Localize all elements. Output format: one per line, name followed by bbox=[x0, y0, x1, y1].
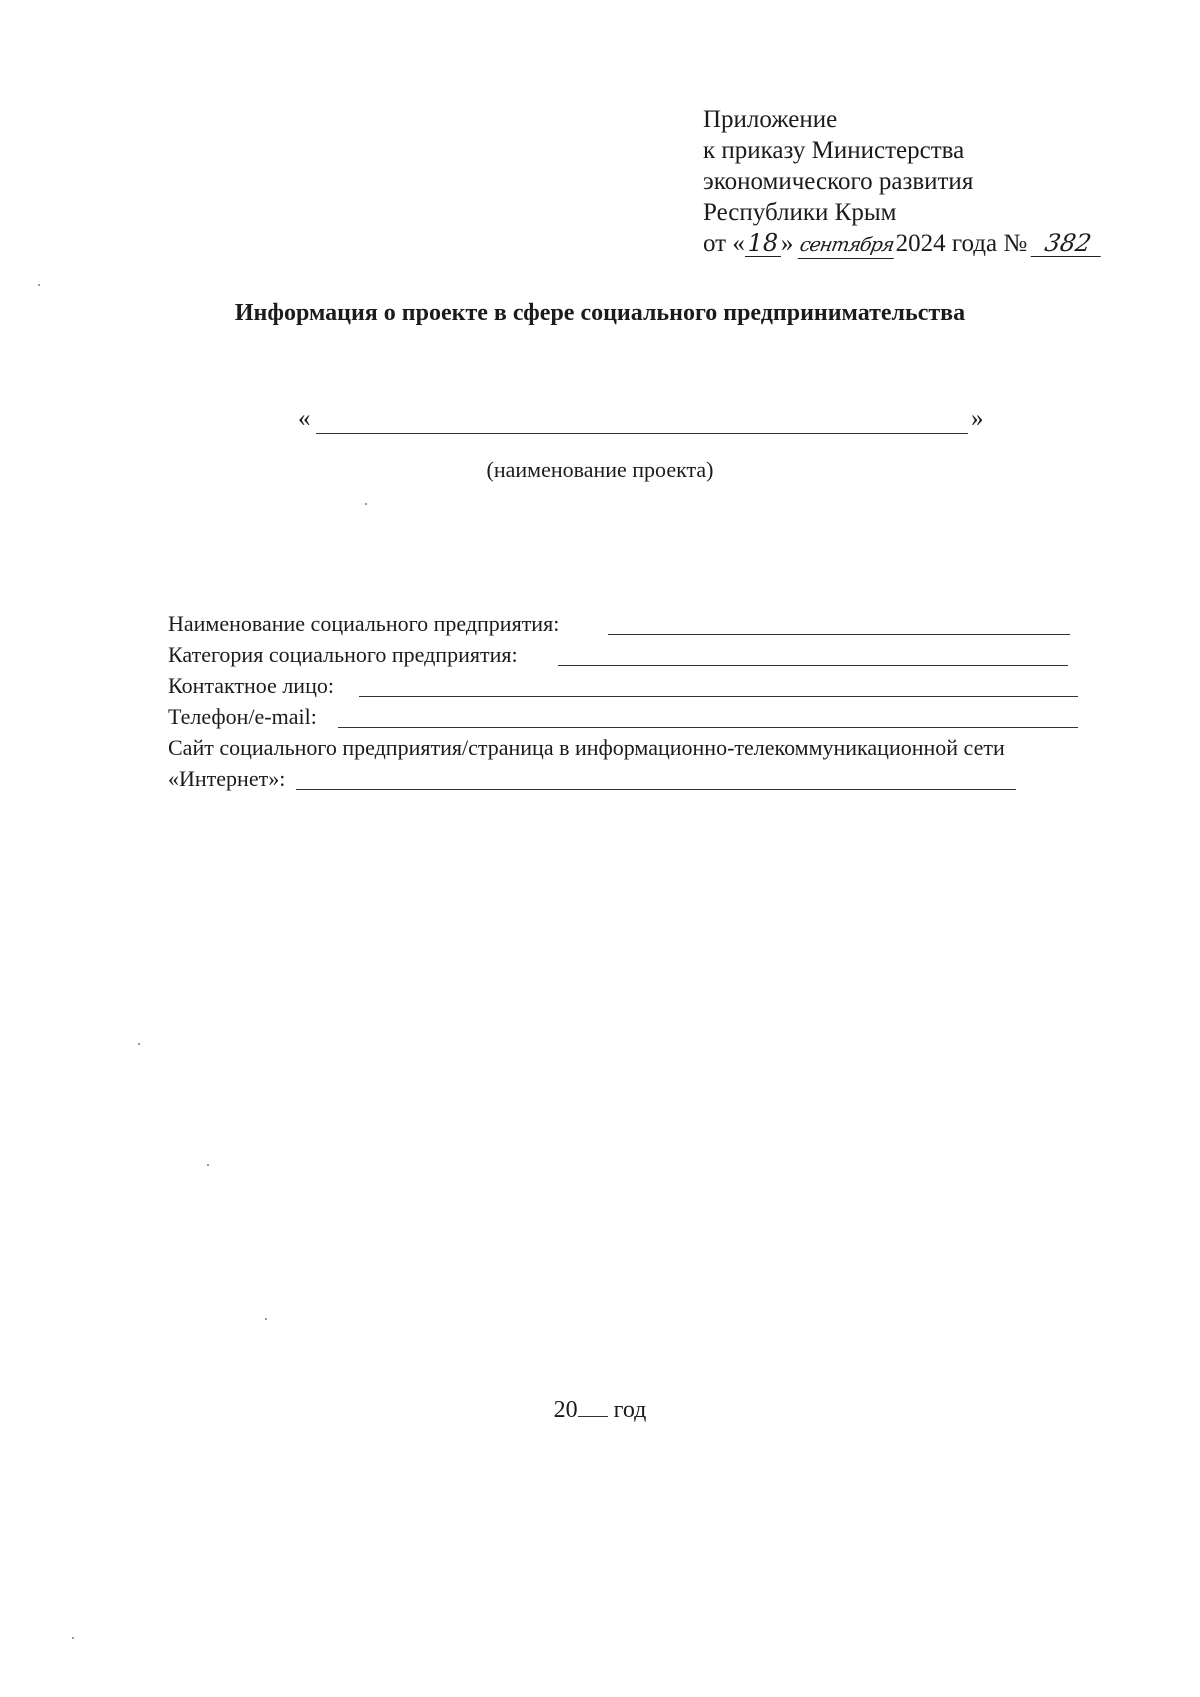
field-enterprise-name bbox=[168, 608, 1005, 639]
appendix-header bbox=[703, 104, 1103, 259]
document-title: Информация о проекте в сфере социального предпринимательства bbox=[234, 300, 966, 326]
field-phone-email bbox=[168, 701, 1005, 732]
scan-speck bbox=[265, 1318, 267, 1320]
fill-in-line bbox=[296, 789, 1016, 790]
fill-in-line bbox=[608, 634, 1070, 635]
handwritten-day: 18 bbox=[745, 230, 781, 257]
handwritten-order-number: 382 bbox=[1031, 230, 1106, 257]
appendix-line-2: к приказу Министерства bbox=[703, 137, 965, 164]
field-label: Телефон/e-mail: bbox=[168, 704, 317, 729]
field-website-internet bbox=[168, 763, 1005, 794]
field-label: Сайт социального предприятия/страница в информационно-телекоммуникационной сети bbox=[168, 735, 1005, 760]
appendix-line-3: экономического развития bbox=[703, 168, 974, 195]
project-close-quote: » bbox=[971, 405, 984, 432]
enterprise-fields bbox=[168, 608, 1005, 794]
project-open-quote: « bbox=[298, 405, 311, 432]
date-mid: » bbox=[780, 230, 800, 257]
scan-speck bbox=[138, 1043, 140, 1045]
appendix-line-1: Приложение bbox=[703, 106, 838, 133]
field-label: Категория социального предприятия: bbox=[168, 642, 518, 667]
scan-speck bbox=[207, 1164, 209, 1166]
scan-speck bbox=[72, 1637, 74, 1639]
field-label: Контактное лицо: bbox=[168, 673, 334, 698]
project-name-caption: (наименование проекта) bbox=[486, 457, 714, 482]
year-suffix: год bbox=[613, 1397, 647, 1423]
scan-speck bbox=[365, 503, 367, 505]
appendix-line-4: Республики Крым bbox=[703, 199, 897, 226]
field-contact-person bbox=[168, 670, 1005, 701]
fill-in-line bbox=[359, 696, 1078, 697]
field-label: Наименование социального предприятия: bbox=[168, 611, 560, 636]
field-website bbox=[168, 732, 1005, 763]
handwritten-month: сентября bbox=[797, 232, 898, 259]
appendix-date-line bbox=[703, 228, 1103, 259]
fill-in-line bbox=[558, 665, 1068, 666]
date-prefix: от « bbox=[703, 230, 745, 257]
fill-in-line bbox=[338, 727, 1078, 728]
field-label: «Интернет»: bbox=[168, 766, 286, 791]
year-prefix: 20 bbox=[553, 1397, 578, 1423]
field-enterprise-category bbox=[168, 639, 1005, 670]
year-blank bbox=[578, 1416, 608, 1417]
scan-speck bbox=[38, 284, 40, 286]
date-year-text: 2024 года № bbox=[895, 230, 1028, 257]
project-name-blank bbox=[316, 433, 968, 434]
footer-year bbox=[0, 1397, 1200, 1424]
